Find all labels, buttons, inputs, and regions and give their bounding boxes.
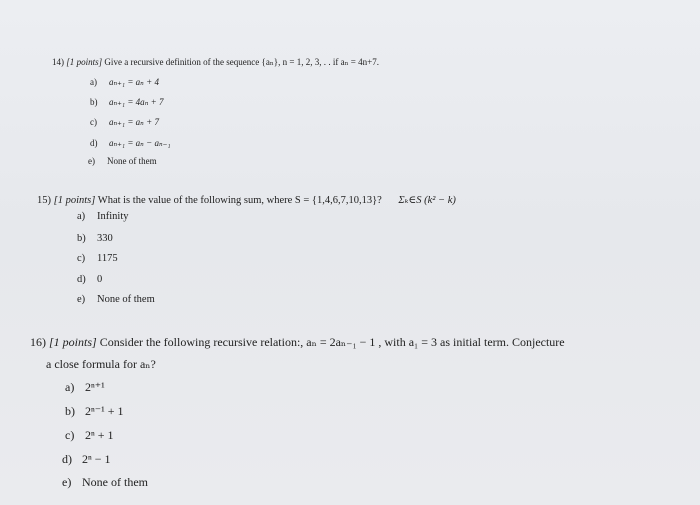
option-text: 2ⁿ⁺¹ (85, 380, 105, 394)
option-a[interactable] (77, 211, 129, 222)
option-letter: a) (90, 78, 98, 88)
option-text: Infinity (97, 211, 129, 222)
option-c[interactable] (65, 428, 114, 443)
option-text: aₙ₊₁ = aₙ − aₙ₋₁ (109, 139, 171, 149)
question-number: 16) (30, 335, 46, 349)
option-letter: a) (65, 380, 75, 394)
option-e[interactable] (88, 157, 157, 167)
option-letter: e) (77, 294, 86, 305)
option-text: None of them (97, 294, 155, 305)
option-letter: d) (77, 274, 86, 285)
option-d[interactable] (77, 274, 102, 285)
option-text: aₙ₊₁ = aₙ + 7 (109, 118, 159, 128)
option-letter: d) (62, 452, 72, 466)
option-b[interactable] (65, 404, 123, 419)
question-stem (52, 57, 379, 68)
option-d[interactable] (62, 452, 111, 467)
option-text: aₙ₊₁ = 4aₙ + 7 (109, 98, 164, 108)
option-b[interactable] (77, 233, 113, 244)
option-letter: e) (62, 475, 72, 489)
option-letter: c) (65, 428, 75, 442)
option-letter: e) (88, 157, 96, 167)
option-a[interactable] (90, 77, 159, 88)
question-points: [1 points] (66, 58, 103, 68)
option-c[interactable] (90, 117, 159, 128)
option-c[interactable] (77, 253, 118, 264)
question-text: Give a recursive definition of the sequence {aₙ}, n = 1, 2, 3, . . if aₙ = 4n+7. (104, 58, 380, 68)
option-letter: c) (90, 118, 98, 128)
question-number: 14) (52, 58, 65, 68)
option-text: 2ⁿ⁻¹ + 1 (85, 404, 124, 418)
option-text: None of them (82, 475, 148, 489)
question-points: [1 points] (49, 335, 97, 349)
question-number: 15) (37, 195, 51, 206)
option-text: 2ⁿ − 1 (82, 452, 111, 466)
option-letter: b) (90, 98, 98, 108)
option-e[interactable] (77, 294, 155, 305)
option-letter: b) (65, 404, 75, 418)
option-text: 2ⁿ + 1 (85, 428, 114, 442)
option-text: 0 (97, 274, 103, 285)
option-e[interactable] (62, 475, 148, 490)
sum-expression: Σₖ∈S (k² − k) (398, 195, 456, 206)
question-points: [1 points] (53, 195, 96, 206)
question-text: What is the value of the following sum, where S = {1,4,6,7,10,13}? (97, 195, 382, 206)
option-text: aₙ₊₁ = aₙ + 4 (109, 78, 159, 88)
question-stem (30, 335, 565, 350)
option-letter: d) (90, 139, 98, 149)
option-d[interactable] (90, 138, 171, 149)
option-letter: a) (77, 211, 86, 222)
option-letter: c) (77, 253, 86, 264)
option-text: 330 (97, 233, 113, 244)
option-a[interactable] (65, 380, 105, 395)
option-b[interactable] (90, 97, 163, 108)
question-stem (37, 194, 456, 206)
option-text: 1175 (97, 253, 118, 264)
question-text: a close formula for aₙ? (46, 357, 156, 371)
question-stem-continued (46, 357, 156, 372)
option-letter: b) (77, 233, 86, 244)
question-text: Consider the following recursive relation:, aₙ = 2aₙ₋₁ − 1 , with a₁ = 3 as initial term. Conjecture (99, 335, 565, 349)
option-text: None of them (107, 157, 157, 167)
